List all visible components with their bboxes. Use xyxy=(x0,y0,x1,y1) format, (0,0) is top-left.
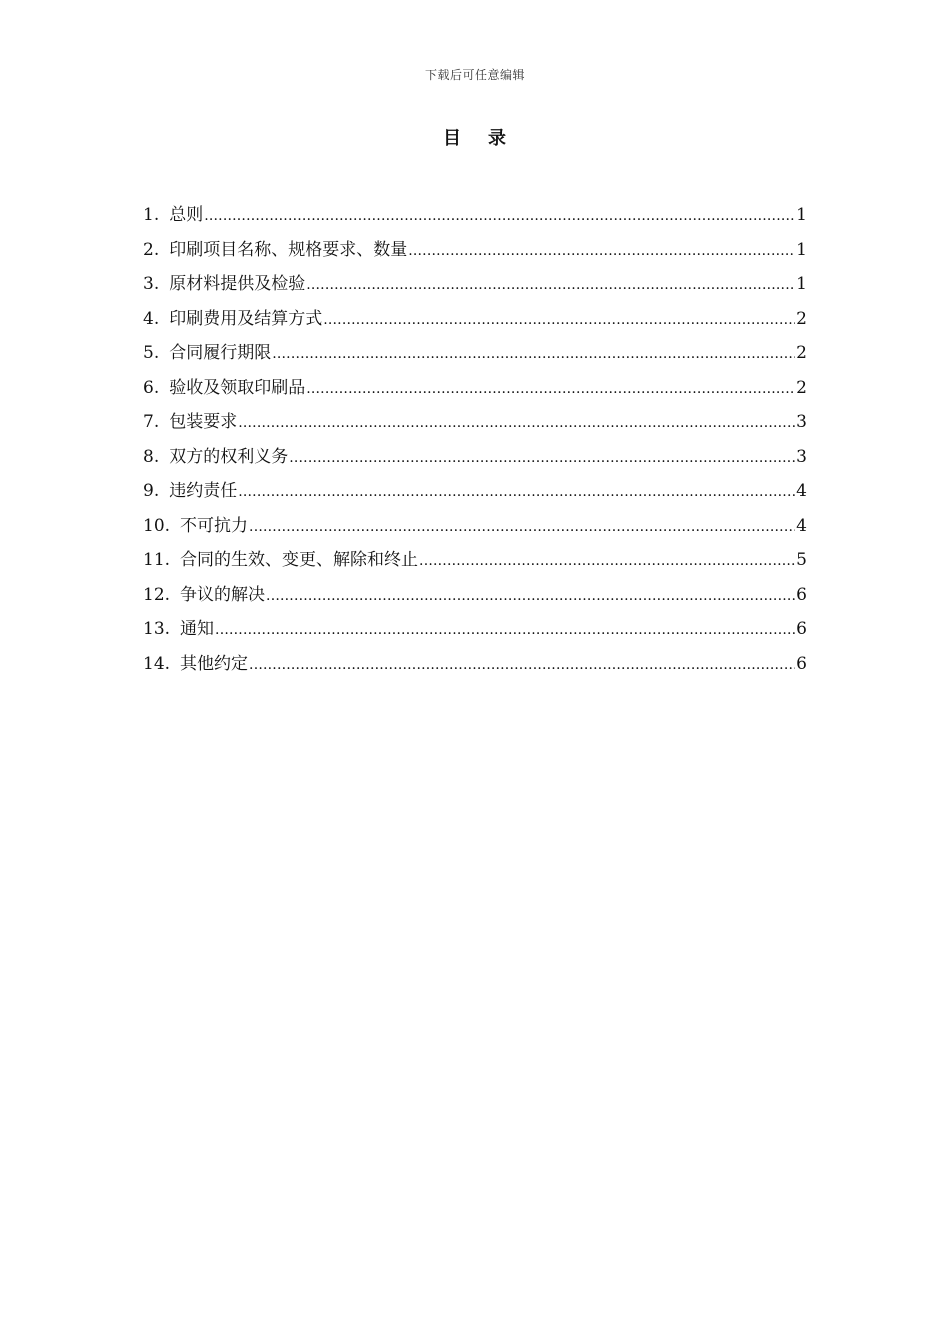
toc-entry-page: 6 xyxy=(796,653,807,674)
toc-entry-page: 3 xyxy=(796,412,807,432)
toc-entry-page: 2 xyxy=(796,377,807,398)
toc-entry[interactable] xyxy=(143,476,807,511)
toc-entry-page: 1 xyxy=(796,205,807,225)
toc-entry[interactable] xyxy=(143,269,807,304)
toc-dot-leader xyxy=(272,338,795,369)
toc-entry-label: 验收及领取印刷品 xyxy=(169,377,306,398)
toc-entry-label: 违约责任 xyxy=(169,481,238,501)
toc-dot-leader xyxy=(323,304,795,335)
toc-title-right: 录 xyxy=(488,128,507,149)
toc-entry-label: 合同的生效、变更、解除和终止 xyxy=(180,550,419,570)
toc-entry-number: 6. xyxy=(143,377,160,398)
toc-entry-number: 13. xyxy=(143,619,171,639)
toc-entry-label: 通知 xyxy=(180,619,215,639)
toc-entry-number: 11. xyxy=(143,550,171,570)
toc-entry-number: 12. xyxy=(143,584,171,605)
toc-dot-leader xyxy=(238,476,795,507)
toc-dot-leader xyxy=(306,269,795,300)
toc-entry-page: 6 xyxy=(796,584,807,605)
toc-entry-number: 8. xyxy=(143,446,160,467)
toc-entry-label: 印刷费用及结算方式 xyxy=(169,308,323,329)
toc-entry[interactable] xyxy=(143,442,807,477)
toc-dot-leader xyxy=(408,235,795,266)
toc-entry[interactable] xyxy=(143,614,807,649)
toc-entry[interactable] xyxy=(143,373,807,408)
toc-title-left: 目 xyxy=(443,128,462,149)
toc-entry[interactable] xyxy=(143,338,807,373)
toc-dot-leader xyxy=(249,649,795,680)
toc-entry[interactable] xyxy=(143,407,807,442)
toc-entry-number: 1. xyxy=(143,205,160,225)
toc-entry-page: 1 xyxy=(796,274,807,294)
toc-entry[interactable] xyxy=(143,235,807,270)
toc-dot-leader xyxy=(238,407,795,438)
toc-entry-label: 双方的权利义务 xyxy=(169,446,289,467)
toc-entry-label: 包装要求 xyxy=(169,412,238,432)
toc-dot-leader xyxy=(215,614,795,645)
toc-entry[interactable] xyxy=(143,545,807,580)
toc-entry-page: 3 xyxy=(796,446,807,467)
toc-entry-number: 4. xyxy=(143,308,160,329)
toc-entry-page: 6 xyxy=(796,619,807,639)
toc-dot-leader xyxy=(204,200,795,231)
toc-title xyxy=(0,124,950,150)
toc-entry-number: 5. xyxy=(143,343,160,363)
toc-entry-number: 10. xyxy=(143,515,171,536)
toc-entry-number: 14. xyxy=(143,653,171,674)
toc-entry-label: 原材料提供及检验 xyxy=(169,274,306,294)
toc-entry[interactable] xyxy=(143,649,807,684)
toc-entry-page: 1 xyxy=(796,239,807,260)
toc-entry-label: 总则 xyxy=(169,205,204,225)
toc-entry[interactable] xyxy=(143,304,807,339)
toc-dot-leader xyxy=(289,442,795,473)
toc-entry-label: 印刷项目名称、规格要求、数量 xyxy=(169,239,408,260)
toc-entry-page: 4 xyxy=(796,481,807,501)
toc-dot-leader xyxy=(266,580,795,611)
toc-entry-label: 不可抗力 xyxy=(180,515,249,536)
toc-entry-number: 9. xyxy=(143,481,160,501)
toc-entry-page: 2 xyxy=(796,308,807,329)
toc-entry-number: 3. xyxy=(143,274,160,294)
toc-entry-label: 合同履行期限 xyxy=(169,343,272,363)
header-note: 下载后可任意编辑 xyxy=(424,68,525,82)
toc-entry[interactable] xyxy=(143,580,807,615)
toc-entry-page: 4 xyxy=(796,515,807,536)
toc-entry-label: 争议的解决 xyxy=(180,584,266,605)
toc-entry[interactable] xyxy=(143,511,807,546)
toc-entry-number: 2. xyxy=(143,239,160,260)
toc-entry-label: 其他约定 xyxy=(180,653,249,674)
toc-entry-page: 5 xyxy=(796,550,807,570)
toc-entry[interactable] xyxy=(143,200,807,235)
toc-dot-leader xyxy=(306,373,795,404)
toc-entry-page: 2 xyxy=(796,343,807,363)
table-of-contents xyxy=(143,200,807,683)
toc-dot-leader xyxy=(419,545,795,576)
toc-entry-number: 7. xyxy=(143,412,160,432)
toc-dot-leader xyxy=(249,511,795,542)
